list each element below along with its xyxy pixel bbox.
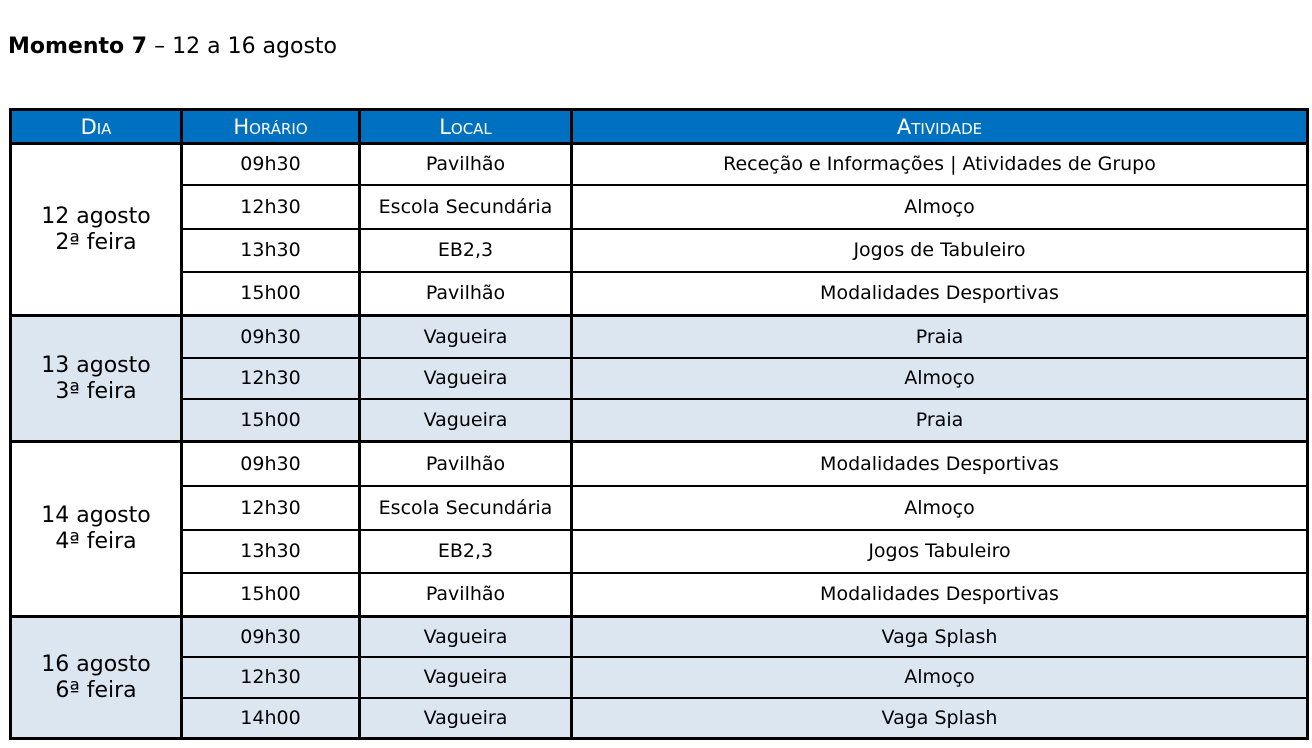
activity-cell: Jogos Tabuleiro <box>572 530 1308 573</box>
day-cell <box>11 442 182 617</box>
place-cell: EB2,3 <box>360 530 572 573</box>
table-header-row <box>11 110 1308 144</box>
time-cell: 09h30 <box>182 316 360 358</box>
time-cell: 14h00 <box>182 698 360 739</box>
table-row <box>11 698 1308 739</box>
time-cell: 12h30 <box>182 657 360 698</box>
activity-cell: Vaga Splash <box>572 617 1308 657</box>
table-row <box>11 657 1308 698</box>
time-cell: 12h30 <box>182 358 360 399</box>
header-atividade: Atividade <box>572 110 1308 144</box>
header-dia: Dia <box>11 110 182 144</box>
table-row <box>11 530 1308 573</box>
place-cell: Pavilhão <box>360 573 572 617</box>
place-cell: Vagueira <box>360 617 572 657</box>
activity-cell: Almoço <box>572 358 1308 399</box>
activity-cell: Praia <box>572 316 1308 358</box>
activity-cell: Almoço <box>572 185 1308 229</box>
day-date: 16 agosto <box>41 651 151 677</box>
time-cell: 15h00 <box>182 573 360 617</box>
table-row <box>11 399 1308 442</box>
table-row <box>11 316 1308 358</box>
time-cell: 15h00 <box>182 272 360 316</box>
table-row <box>11 185 1308 229</box>
title-bold: Momento 7 <box>8 34 148 59</box>
day-cell <box>11 144 182 316</box>
time-cell: 09h30 <box>182 144 360 185</box>
day-weekday: 6ª feira <box>55 677 137 703</box>
time-cell: 13h30 <box>182 530 360 573</box>
activity-cell: Almoço <box>572 657 1308 698</box>
table-row <box>11 617 1308 657</box>
time-cell: 09h30 <box>182 617 360 657</box>
table-row <box>11 573 1308 617</box>
day-date: 14 agosto <box>41 503 151 528</box>
time-cell: 12h30 <box>182 486 360 530</box>
day-weekday: 3ª feira <box>55 378 137 404</box>
place-cell: Escola Secundária <box>360 486 572 530</box>
table-row <box>11 229 1308 272</box>
time-cell: 09h30 <box>182 442 360 486</box>
day-cell <box>11 617 182 739</box>
place-cell: EB2,3 <box>360 229 572 272</box>
schedule-body <box>11 144 1308 739</box>
activity-cell: Jogos de Tabuleiro <box>572 229 1308 272</box>
place-cell: Vagueira <box>360 698 572 739</box>
place-cell: Pavilhão <box>360 272 572 316</box>
day-cell <box>11 316 182 442</box>
table-row <box>11 144 1308 185</box>
place-cell: Vagueira <box>360 316 572 358</box>
table-row <box>11 272 1308 316</box>
page-title <box>8 33 337 61</box>
header-local: Local <box>360 110 572 144</box>
activity-cell: Receção e Informações | Atividades de Grupo <box>572 144 1308 185</box>
table-row <box>11 358 1308 399</box>
activity-cell: Modalidades Desportivas <box>572 442 1308 486</box>
day-weekday: 2ª feira <box>55 229 137 255</box>
day-date: 13 agosto <box>41 352 151 378</box>
header-horario: Horário <box>182 110 360 144</box>
place-cell: Vagueira <box>360 399 572 442</box>
title-rest: – 12 a 16 agosto <box>147 34 338 59</box>
activity-cell: Vaga Splash <box>572 698 1308 739</box>
time-cell: 15h00 <box>182 399 360 442</box>
time-cell: 12h30 <box>182 185 360 229</box>
activity-cell: Almoço <box>572 486 1308 530</box>
place-cell: Pavilhão <box>360 442 572 486</box>
activity-cell: Praia <box>572 399 1308 442</box>
place-cell: Escola Secundária <box>360 185 572 229</box>
place-cell: Vagueira <box>360 358 572 399</box>
time-cell: 13h30 <box>182 229 360 272</box>
table-row <box>11 486 1308 530</box>
day-weekday: 4ª feira <box>55 529 137 554</box>
activity-cell: Modalidades Desportivas <box>572 272 1308 316</box>
activity-cell: Modalidades Desportivas <box>572 573 1308 617</box>
day-date: 12 agosto <box>41 203 151 229</box>
schedule-table <box>9 108 1309 740</box>
place-cell: Vagueira <box>360 657 572 698</box>
table-row <box>11 442 1308 486</box>
place-cell: Pavilhão <box>360 144 572 185</box>
